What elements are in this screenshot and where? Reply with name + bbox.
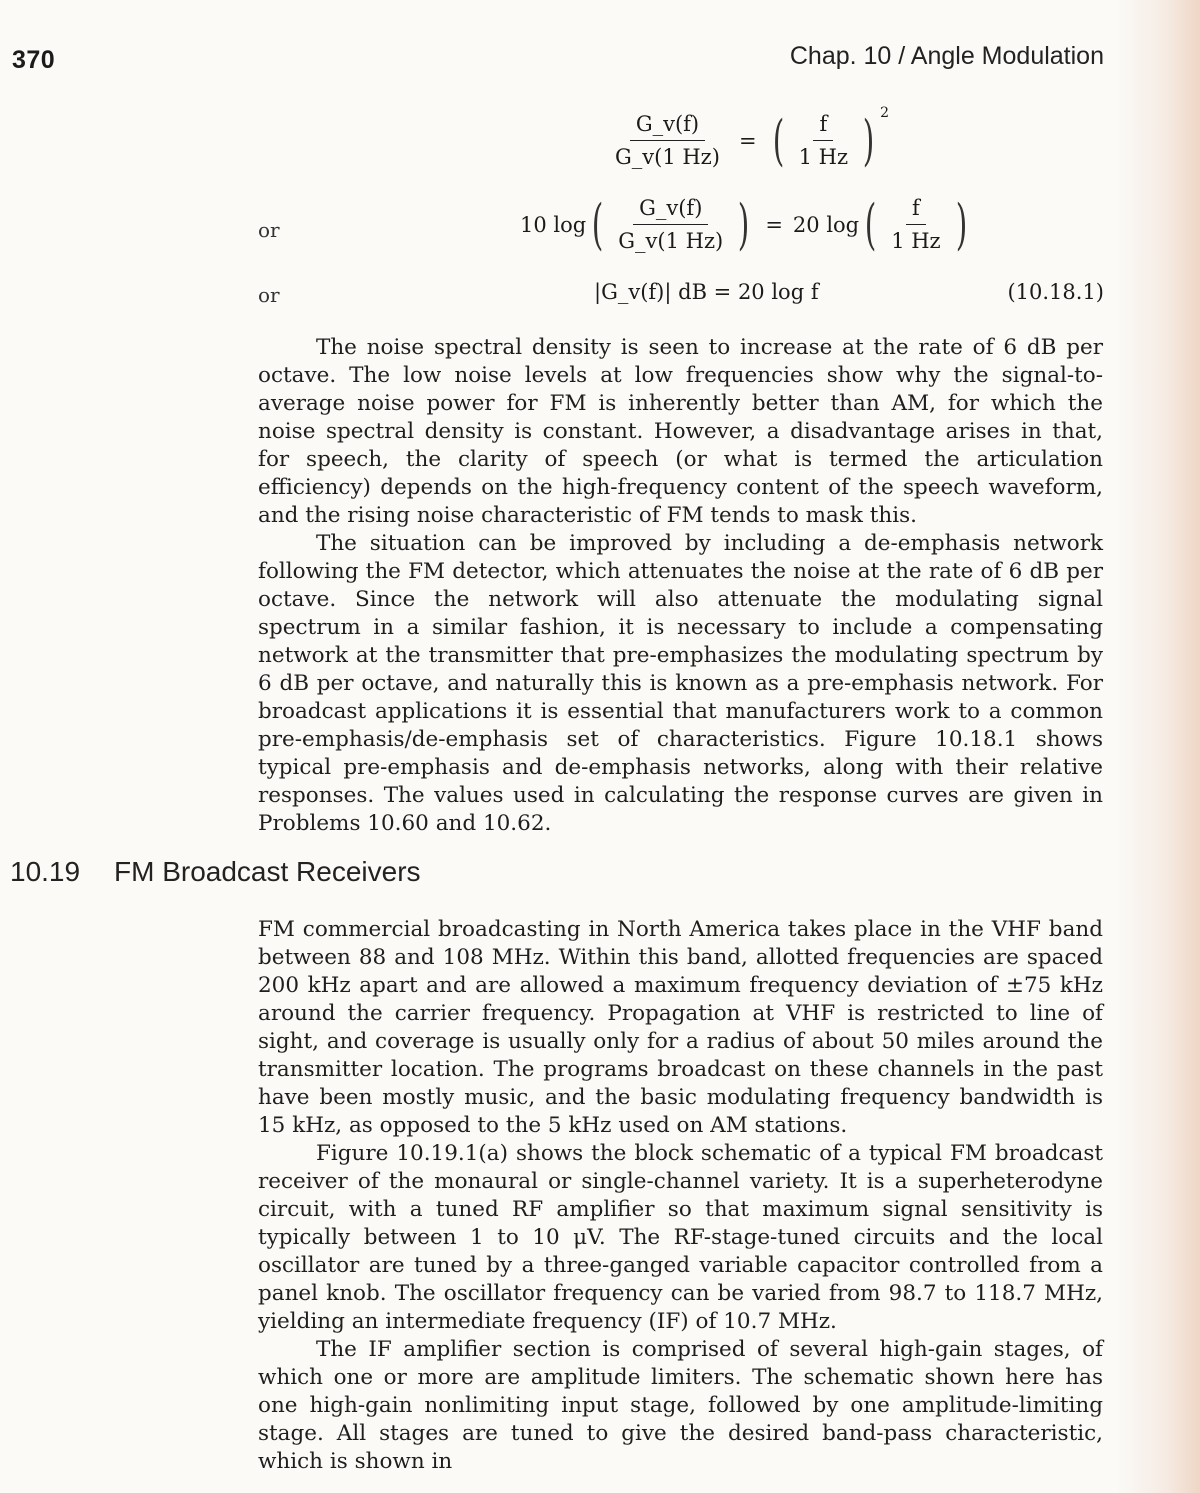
eq2-lhs-fraction (612, 196, 729, 253)
page-number: 370 (12, 46, 56, 74)
or-label-2: or (258, 283, 280, 307)
eq1-lhs-denominator: G_v(1 Hz) (615, 145, 720, 169)
paragraph: The situation can be improved by including a de-emphasis network following the FM detector, which attenuates the noise at the rate of 6 dB per octave. Since the network will also attenuate the modulating signal spectrum in a similar fashion, it is necessary to include a compensating network at the transmitter that pre-emphasizes the modulating spectrum by 6 dB per octave, and naturally this is known as a pre-emphasis network. For broadcast applications it is essential that manufacturers work to a common pre-emphasis/de-emphasis set of characteristics. Figure 10.18.1 shows typical pre-emphasis and de-emphasis networks, along with their relative responses. The values used in calculating the response curves are given in Problems 10.60 and 10.62. (258, 531, 1103, 836)
eq1-lhs-fraction (609, 112, 726, 169)
eq2-prefix: 10 log (520, 212, 587, 237)
paragraph: The IF amplifier section is comprised of several high-gain stages, of which one or more are amplitude limiters. The schematic shown here has one high-gain nonlimiting input stage, followed by one amplitude-limiting stage. All stages are tuned to give the desired band-pass characteristic, which is shown in (258, 1337, 1103, 1474)
eq1-lhs-numerator: G_v(f) (630, 112, 705, 141)
eq1-right-paren: ) (862, 108, 875, 172)
eq1-rhs-denominator: 1 Hz (798, 145, 849, 169)
eq1-exponent: 2 (880, 104, 890, 121)
eq2-rhs-numerator: f (906, 196, 926, 225)
eq2-rhs-prefix: 20 log (792, 212, 860, 237)
or-label-1: or (258, 218, 280, 242)
eq2-lhs-denominator: G_v(1 Hz) (618, 229, 724, 253)
eq1-equals: = (738, 128, 757, 153)
equation-1 (606, 104, 890, 172)
paragraph: FM commercial broadcasting in North America takes place in the VHF band between 88 and 108 MHz. Within this band, allotted frequencies are spaced 200 kHz apart and are allowed a maximum frequency deviation of ±75 kHz around the carrier frequency. Propagation at VHF is restricted to line of sight, and coverage is usually only for a radius of about 50 miles around the transmitter location. The programs broadcast on these channels in the past have been mostly music, and the basic modulating frequency bandwidth is 15 kHz, as opposed to the 5 kHz used on AM stations. (258, 917, 1103, 1138)
equation-3: |G_v(f)| dB = 20 log f (594, 280, 819, 304)
eq2-rhs-right-paren: ) (955, 192, 967, 256)
equation-2 (520, 192, 973, 256)
paragraph: Figure 10.19.1(a) shows the block schematic of a typical FM broadcast receiver of the monaural or single-channel variety. It is a superheterodyne circuit, with a tuned RF amplifier so that maximum signal sensitivity is typically between 1 to 10 μV. The RF-stage-tuned circuits and the local oscillator are tuned by a three-ganged variable capacitor controlled from a panel knob. The oscillator frequency can be varied from 98.7 to 118.7 MHz, yielding an intermediate frequency (IF) of 10.7 MHz. (258, 1141, 1103, 1334)
section-10-18-body (258, 334, 1103, 838)
section-heading (10, 856, 421, 888)
eq2-equals: = (765, 212, 783, 237)
eq2-right-paren: ) (737, 192, 750, 256)
eq2-rhs-denominator: 1 Hz (891, 229, 941, 253)
eq2-lhs-numerator: G_v(f) (633, 196, 708, 225)
equation-block (0, 0, 1200, 320)
section-10-19-body (258, 916, 1103, 1476)
equation-number: (10.18.1) (1007, 280, 1104, 304)
eq1-rhs-numerator: f (813, 112, 833, 141)
running-head: Chap. 10 / Angle Modulation (789, 42, 1104, 70)
paragraph: The noise spectral density is seen to increase at the rate of 6 dB per octave. The low noise levels at low frequencies show why the signal-to-average noise power for FM is inherently better than AM, for which the noise spectral density is constant. However, a disadvantage arises in that, for speech, the clarity of speech (or what is termed the articulation efficiency) depends on the high-frequency content of the speech waveform, and the rising noise characteristic of FM tends to mask this. (258, 335, 1103, 528)
eq1-rhs-fraction (793, 112, 854, 169)
eq2-left-paren: ( (591, 192, 604, 256)
eq2-rhs-fraction (885, 196, 946, 253)
section-number: 10.19 (10, 856, 81, 887)
eq1-left-paren: ( (772, 108, 784, 172)
section-title: FM Broadcast Receivers (114, 856, 421, 887)
eq2-rhs-left-paren: ( (864, 192, 877, 256)
